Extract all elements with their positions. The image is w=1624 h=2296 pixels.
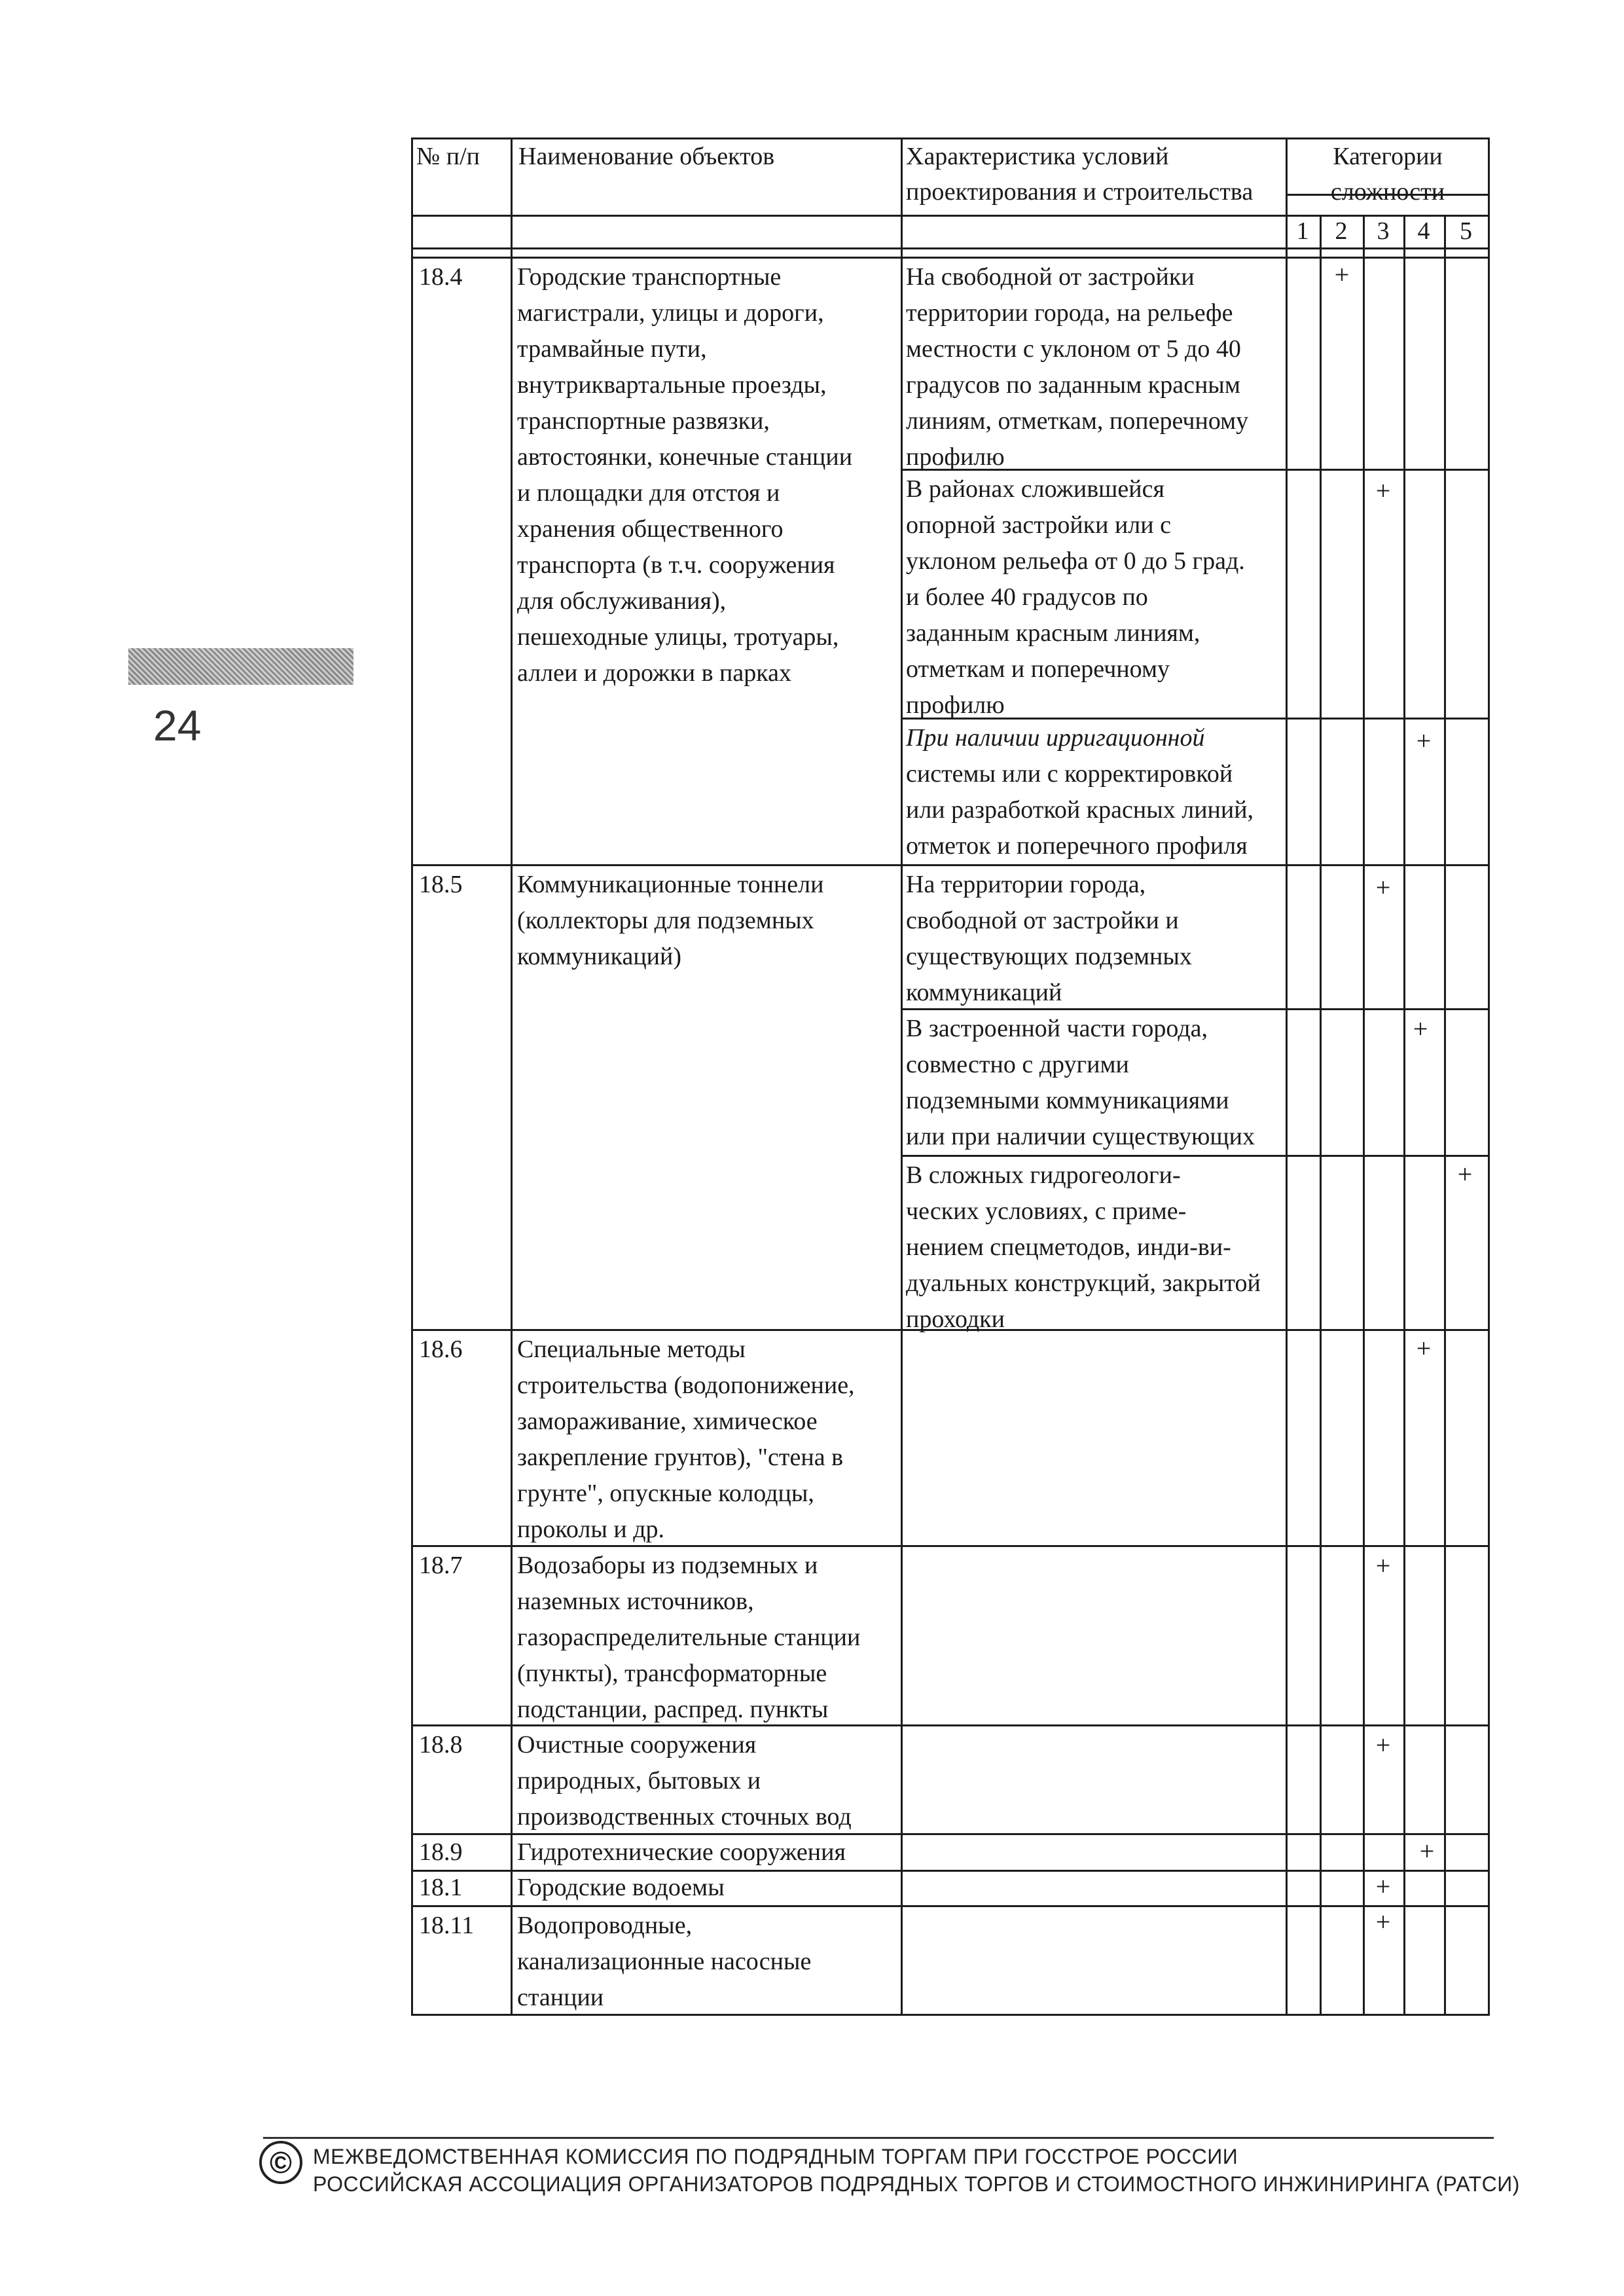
row-number: 18.9 [419,1838,463,1866]
condition-text: В сложных гидрогеологи- ческих условиях, с приме- нением спецметодов, инди-ви- дуальных конструкций, закрытой проходки [906,1161,1261,1333]
row-object-name: Городские водоемы [517,1874,725,1901]
row-number: 18.7 [419,1552,463,1579]
category-mark: + [1413,1014,1428,1044]
category-mark: + [1416,1334,1432,1363]
row-number: 18.4 [419,263,463,291]
col-rule [1286,137,1288,2016]
condition-text-italic: При наличии ирригационной [906,724,1205,752]
category-mark: + [1375,476,1391,505]
condition-text: В застроенной части города, совместно с другими подземными коммуникациями или при наличии существующих [906,1015,1255,1150]
page-number: 24 [153,701,202,750]
category-mark: + [1375,1907,1391,1937]
header-no: № п/п [416,143,480,170]
row-number: 18.11 [419,1912,475,1939]
category-mark: + [1334,260,1350,289]
condition-text: На свободной от застройки территории города, на рельефе местности с уклоном от 5 до 40 градусов по заданным красным линиям, отметкам, поперечному профилю [906,263,1249,471]
col-rule [901,137,903,2016]
footer-line-1: МЕЖВЕДОМСТВЕННАЯ КОМИССИЯ ПО ПОДРЯДНЫМ ТОРГАМ ПРИ ГОССТРОЕ РОССИИ [313,2145,1238,2168]
col-rule [1320,215,1322,2016]
header-cat-1: 1 [1296,217,1309,245]
header-cat-4: 4 [1417,217,1430,245]
condition-text: системы или с корректировкой или разработкой красных линий, отметок и поперечного профиля [906,760,1254,860]
row-number: 18.5 [419,871,463,898]
header-cat-3: 3 [1377,217,1390,245]
category-mark: + [1419,1836,1435,1866]
row-rule [411,864,1490,866]
col-rule [1403,215,1405,2016]
row-number: 18.6 [419,1336,463,1363]
row-object-name: Водозаборы из подземных и наземных источников, газораспределительные станции (пункты), трансформаторные подстанции, распред. пункты [517,1552,861,1723]
header-cat-2: 2 [1335,217,1348,245]
footer-rule [263,2137,1494,2139]
table-border-right [1488,137,1490,2016]
body-rule-top [411,257,1490,259]
header-categories: Категории сложности [1330,143,1445,206]
row-rule [901,1155,1490,1157]
row-object-name: Гидротехнические сооружения [517,1838,846,1866]
col-rule [511,137,513,2016]
category-mark: + [1375,1551,1391,1580]
row-number: 18.8 [419,1731,463,1758]
row-object-name: Городские транспортные магистрали, улицы и дороги, трамвайные пути, внутриквартальные проезды, транспортные развязки, автостоянки, конечные станции и площадки для отстоя и хранения общественного транспорта (в т.ч. сооружения для обслуживания), пешеходные улицы, тротуары, аллеи и дорожки в парках [517,263,853,687]
row-object-name: Специальные методы строительства (водопонижение, замораживание, химическое закрепление грунтов), "стена в грунте", опускные колодцы, проколы и др. [517,1336,855,1543]
category-mark: + [1457,1159,1473,1189]
row-object-name: Очистные сооружения природных, бытовых и производственных сточных вод [517,1731,852,1831]
footer-line-2: РОССИЙСКАЯ АССОЦИАЦИЯ ОРГАНИЗАТОРОВ ПОДРЯДНЫХ ТОРГОВ И СТОИМОСТНОГО ИНЖИНИРИНГА (РАТСИ) [313,2172,1520,2196]
category-mark: + [1416,726,1432,756]
category-mark: + [1375,1730,1391,1760]
condition-text: В районах сложившейся опорной застройки или с уклоном рельефа от 0 до 5 град. и более 40 градусов по заданным красным линиям, отметкам и поперечному профилю [906,475,1245,719]
row-object-name: Водопроводные, канализационные насосные станции [517,1912,812,2011]
table-border-left [411,137,413,2016]
category-mark: + [1375,1872,1391,1901]
category-mark: + [1375,873,1391,902]
condition-text: На территории города, свободной от застройки и существующих подземных коммуникаций [906,871,1192,1006]
row-object-name: Коммуникационные тоннели (коллекторы для подземных коммуникаций) [517,871,824,970]
header-conditions: Характеристика условий проектирования и строительства [906,143,1254,206]
header-cat-5: 5 [1460,217,1472,245]
header-name: Наименование объектов [518,143,775,170]
col-rule [1444,215,1446,2016]
row-number: 18.1 [419,1874,463,1901]
copyright-icon: © [259,2141,302,2184]
